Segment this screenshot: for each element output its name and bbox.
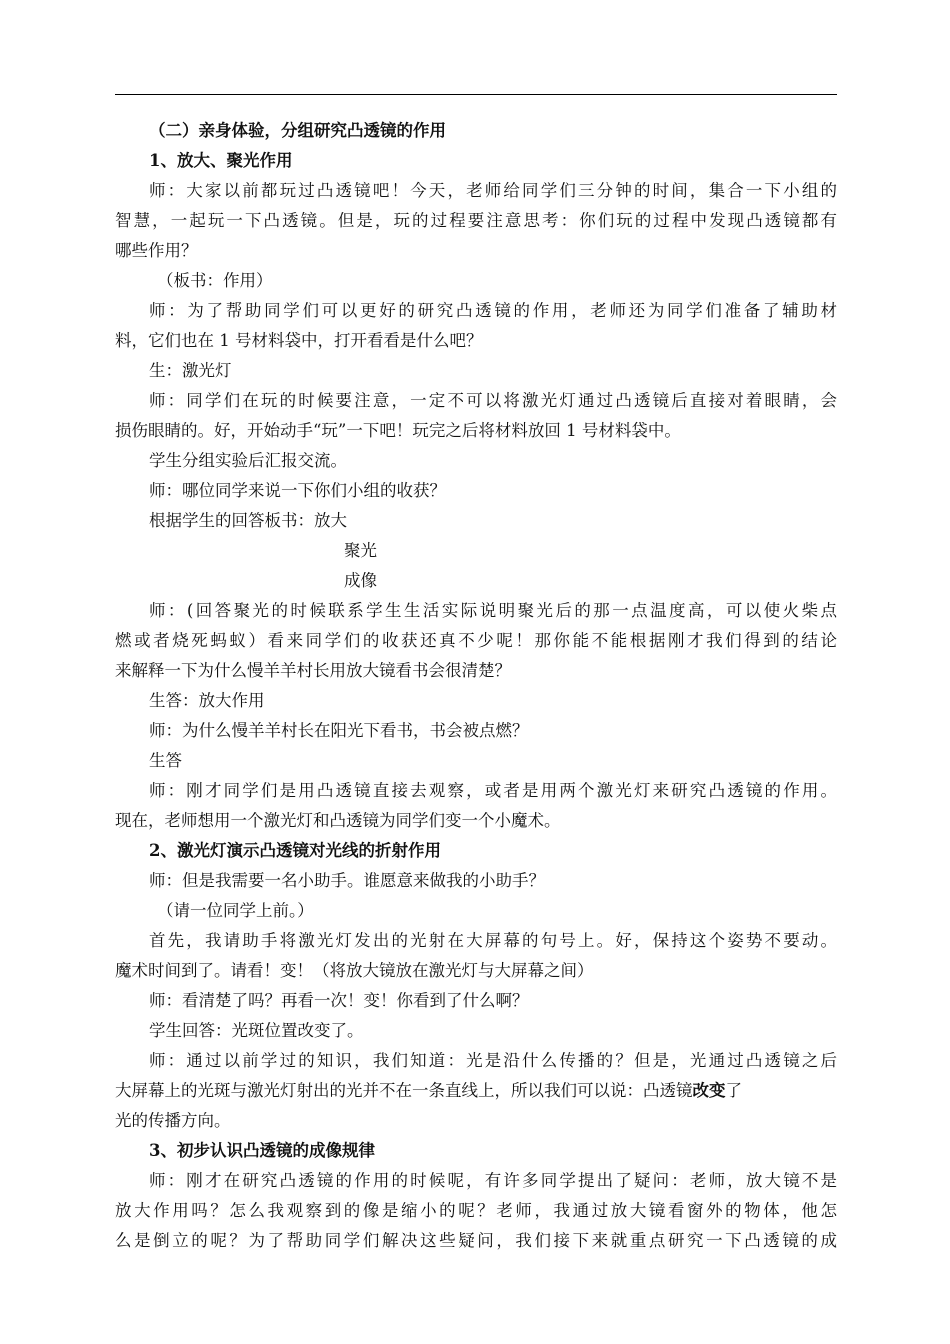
paragraph-line: 料，它们也在 1 号材料袋中，打开看看是什么吧？ [115, 331, 483, 350]
paragraph-line: 魔术时间到了。请看！变！（将放大镜放在激光灯与大屏幕之间） [115, 961, 594, 980]
subheading-2: 2、激光灯演示凸透镜对光线的折射作用 [149, 841, 441, 860]
paragraph-line: （板书：作用） [157, 271, 273, 290]
paragraph-line: 现在，老师想用一个激光灯和凸透镜为同学们变一个小魔术。 [115, 811, 561, 830]
paragraph-line: 学生回答：光斑位置改变了。 [149, 1021, 364, 1040]
paragraph-line: 生：激光灯 [149, 361, 232, 380]
paragraph-line: 首先，我请助手将激光灯发出的光射在大屏幕的句号上。好，保持这个姿势不要动。 [149, 931, 837, 950]
paragraph-line: 生答 [149, 751, 182, 770]
header-rule [115, 94, 837, 95]
board-item: 聚光 [344, 541, 377, 560]
paragraph-line: 光的传播方向。 [115, 1111, 231, 1130]
paragraph-line: 损伤眼睛的。好，开始动手“玩”一下吧！玩完之后将材料放回 1 号材料袋中。 [115, 421, 681, 440]
subheading-3: 3、初步认识凸透镜的成像规律 [149, 1141, 375, 1160]
board-item: 成像 [344, 571, 377, 590]
paragraph-line: 师：刚才在研究凸透镜的作用的时候呢，有许多同学提出了疑问：老师，放大镜不是 [149, 1171, 837, 1190]
paragraph-line: 生答：放大作用 [149, 691, 265, 710]
paragraph-line: 师：通过以前学过的知识，我们知道：光是沿什么传播的？但是，光通过凸透镜之后 [149, 1051, 837, 1070]
paragraph-line: 师：看清楚了吗？再看一次！变！你看到了什么啊？ [149, 991, 529, 1010]
subheading-1: 1、放大、聚光作用 [149, 151, 293, 170]
paragraph-line: 师：为了帮助同学们可以更好的研究凸透镜的作用，老师还为同学们准备了辅助材 [149, 301, 837, 320]
paragraph-line-mixed [115, 1076, 837, 1106]
paragraph-line: 师：刚才同学们是用凸透镜直接去观察，或者是用两个激光灯来研究凸透镜的作用。 [149, 781, 837, 800]
paragraph-text: 大屏幕上的光斑与激光灯射出的光并不在一条直线上，所以我们可以说：凸透镜 [115, 1081, 693, 1100]
paragraph-line: 师：哪位同学来说一下你们小组的收获？ [149, 481, 446, 500]
paragraph-text: 了 [725, 1081, 742, 1100]
paragraph-line: 智慧，一起玩一下凸透镜。但是，玩的过程要注意思考：你们玩的过程中发现凸透镜都有 [115, 211, 837, 230]
paragraph-line: 学生分组实验后汇报交流。 [149, 451, 347, 470]
paragraph-line: 么是倒立的呢？为了帮助同学们解决这些疑问，我们接下来就重点研究一下凸透镜的成 [115, 1231, 837, 1250]
section-heading: （二）亲身体验，分组研究凸透镜的作用 [149, 121, 446, 140]
paragraph-line: 来解释一下为什么慢羊羊村长用放大镜看书会很清楚？ [115, 661, 511, 680]
paragraph-line: 师：但是我需要一名小助手。谁愿意来做我的小助手？ [149, 871, 545, 890]
paragraph-line: （请一位同学上前。） [157, 901, 314, 920]
paragraph-line: 根据学生的回答板书：放大 [149, 511, 347, 530]
paragraph-line: 燃或者烧死蚂蚁）看来同学们的收获还真不少呢！那你能不能根据刚才我们得到的结论 [115, 631, 837, 650]
emphasis-text: 改变 [692, 1081, 726, 1100]
paragraph-line: 师：(回答聚光的时候联系学生生活实际说明聚光后的那一点温度高，可以使火柴点 [149, 601, 837, 620]
paragraph-line: 哪些作用？ [115, 241, 198, 260]
paragraph-line: 放大作用吗？怎么我观察到的像是缩小的呢？老师，我通过放大镜看窗外的物体，他怎 [115, 1201, 837, 1220]
paragraph-line: 师：同学们在玩的时候要注意，一定不可以将激光灯通过凸透镜后直接对着眼睛，会 [149, 391, 837, 410]
paragraph-line: 师：大家以前都玩过凸透镜吧！今天，老师给同学们三分钟的时间，集合一下小组的 [149, 181, 837, 200]
document-body [115, 116, 837, 1256]
paragraph-line: 师：为什么慢羊羊村长在阳光下看书，书会被点燃？ [149, 721, 529, 740]
